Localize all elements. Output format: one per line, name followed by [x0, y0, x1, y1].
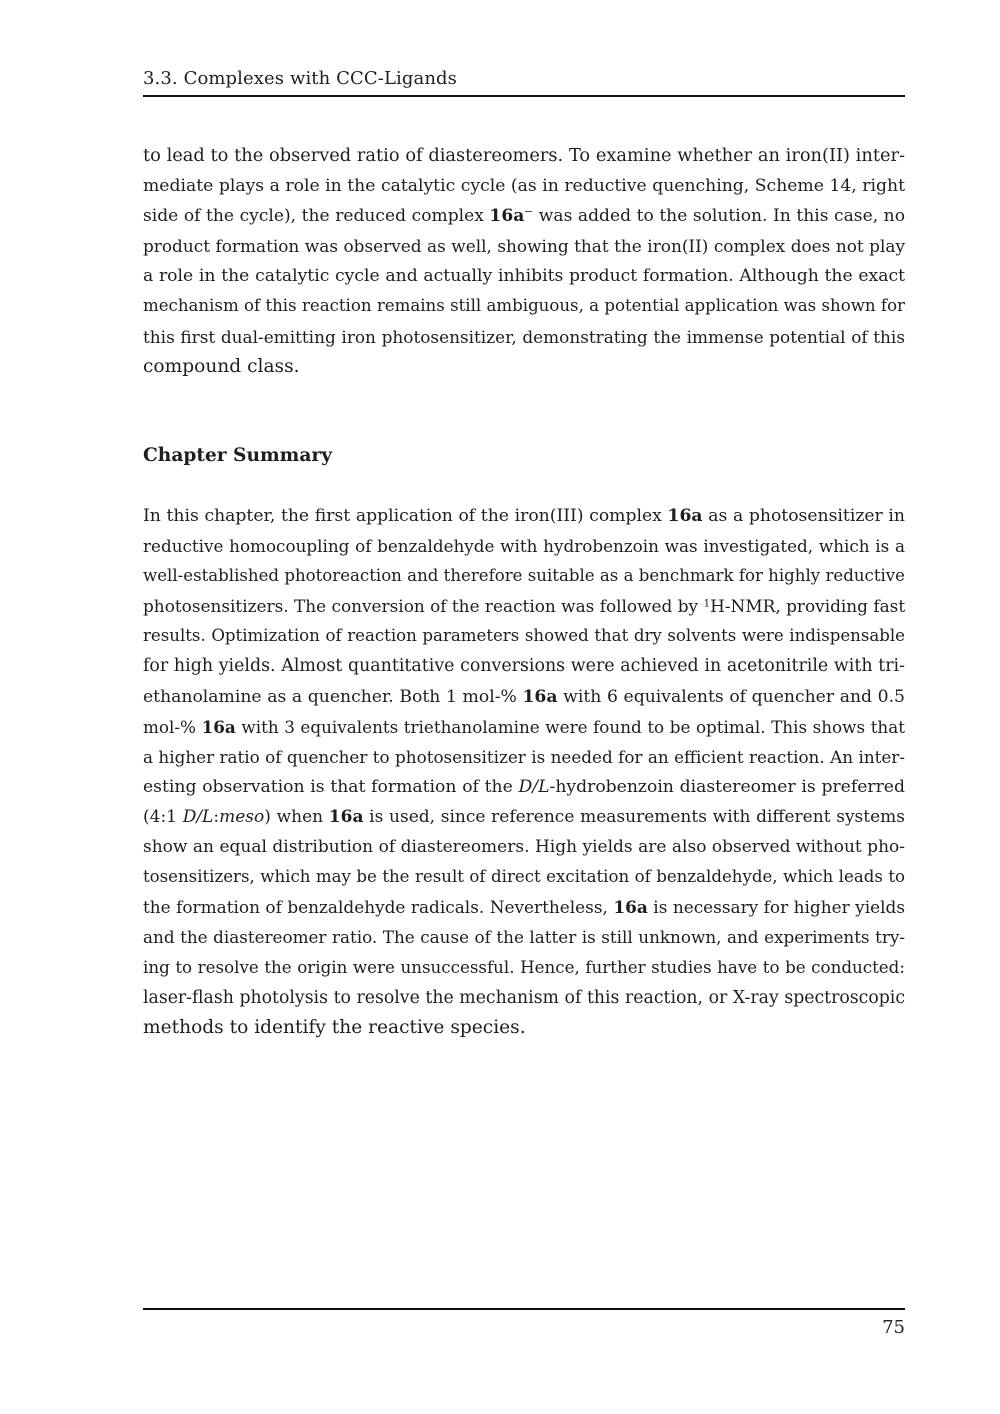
- compound-label: 16a: [328, 806, 364, 827]
- text-line: mechanism of this reaction remains still ambiguous, a potential application was shown for: [143, 296, 905, 316]
- text-line: [143, 201, 905, 231]
- text-line: [143, 591, 905, 621]
- compound-label: 16a: [522, 686, 558, 707]
- text-line: product formation was observed as well, showing that the iron(II) complex does not play: [143, 236, 905, 257]
- text-run: the formation of benzaldehyde radicals. Nevertheless,: [143, 897, 614, 918]
- text-line: [143, 892, 905, 922]
- text-run: photosensitizers. The conversion of the reaction was followed by: [143, 596, 704, 617]
- text-run: (4:1: [143, 806, 183, 827]
- text-run: -hydrobenzoin diastereomer is preferred: [549, 776, 905, 797]
- text-line: reductive homocoupling of benzaldehyde with hydrobenzoin was investigated, which is a: [143, 536, 905, 557]
- text-line: mediate plays a role in the catalytic cycle (as in reductive quenching, Scheme 14, right: [143, 176, 905, 197]
- text-line: [143, 712, 905, 742]
- text-run: ) when: [264, 806, 329, 827]
- text-run: is necessary for higher yields: [647, 897, 905, 918]
- charge-superscript: −: [524, 206, 534, 219]
- stereo-label: D/L: [518, 776, 550, 797]
- text-line: this first dual-emitting iron photosensitizer, demonstrating the immense potential of this: [143, 326, 905, 347]
- section-heading: Chapter Summary: [143, 445, 332, 466]
- text-run: esting observation is that formation of the: [143, 776, 519, 797]
- text-line: [143, 802, 905, 832]
- text-line: compound class.: [143, 355, 300, 377]
- text-run: is used, since reference measurements with different systems: [363, 806, 906, 827]
- page-number: 75: [882, 1317, 905, 1338]
- compound-label: 16a: [489, 206, 525, 227]
- text-line: [143, 501, 905, 531]
- compound-label: 16a: [613, 897, 648, 918]
- text-run: H-NMR, providing fast: [710, 596, 906, 617]
- text-line: [143, 772, 905, 802]
- text-line: ing to resolve the origin were unsuccessful. Hence, further studies have to be conducted:: [143, 957, 905, 978]
- text-run: was added to the solution. In this case, no: [533, 206, 905, 227]
- text-run: with 6 equivalents of quencher and 0.5: [557, 686, 905, 707]
- header-rule: [143, 95, 905, 97]
- footer-rule: [143, 1308, 905, 1310]
- text-line: [143, 682, 905, 712]
- text-line: a role in the catalytic cycle and actually inhibits product formation. Although the exact: [143, 266, 905, 287]
- text-run: In this chapter, the first application of the iron(III) complex: [143, 506, 668, 526]
- text-run: ethanolamine as a quencher. Both 1 mol-%: [143, 686, 523, 707]
- summary-paragraph: [143, 501, 905, 1043]
- text-run: side of the cycle), the reduced complex: [143, 206, 490, 227]
- text-line: and the diastereomer ratio. The cause of the latter is still unknown, and experiments try-: [143, 927, 905, 948]
- text-line: tosensitizers, which may be the result of direct excitation of benzaldehyde, which leads to: [143, 867, 905, 887]
- text-line: for high yields. Almost quantitative conversions were achieved in acetonitrile with tri-: [143, 656, 905, 677]
- text-run: :: [213, 806, 220, 827]
- text-line: well-established photoreaction and therefore suitable as a benchmark for highly reductive: [143, 566, 905, 586]
- text-run: as a photosensitizer in: [702, 506, 905, 526]
- compound-label: 16a: [201, 716, 236, 737]
- text-run: mol-%: [143, 716, 202, 737]
- isotope-superscript: 1: [703, 597, 711, 610]
- text-line: to lead to the observed ratio of diastereomers. To examine whether an iron(II) inter-: [143, 145, 905, 166]
- text-line: a higher ratio of quencher to photosensitizer is needed for an efficient reaction. An inter-: [143, 746, 905, 767]
- text-line: methods to identify the reactive species.: [143, 1016, 526, 1038]
- text-line: laser-flash photolysis to resolve the mechanism of this reaction, or X-ray spectroscopic: [143, 987, 905, 1008]
- text-run: with 3 equivalents triethanolamine were found to be optimal. This shows that: [235, 716, 905, 737]
- running-header-title: 3.3. Complexes with CCC-Ligands: [143, 68, 457, 89]
- stereo-label: D/L: [182, 806, 214, 827]
- text-line: show an equal distribution of diastereomers. High yields are also observed without pho-: [143, 837, 905, 858]
- intro-paragraph: [143, 141, 905, 382]
- stereo-label: meso: [219, 806, 265, 827]
- text-line: results. Optimization of reaction parameters showed that dry solvents were indispensable: [143, 626, 905, 646]
- compound-label: 16a: [667, 506, 703, 526]
